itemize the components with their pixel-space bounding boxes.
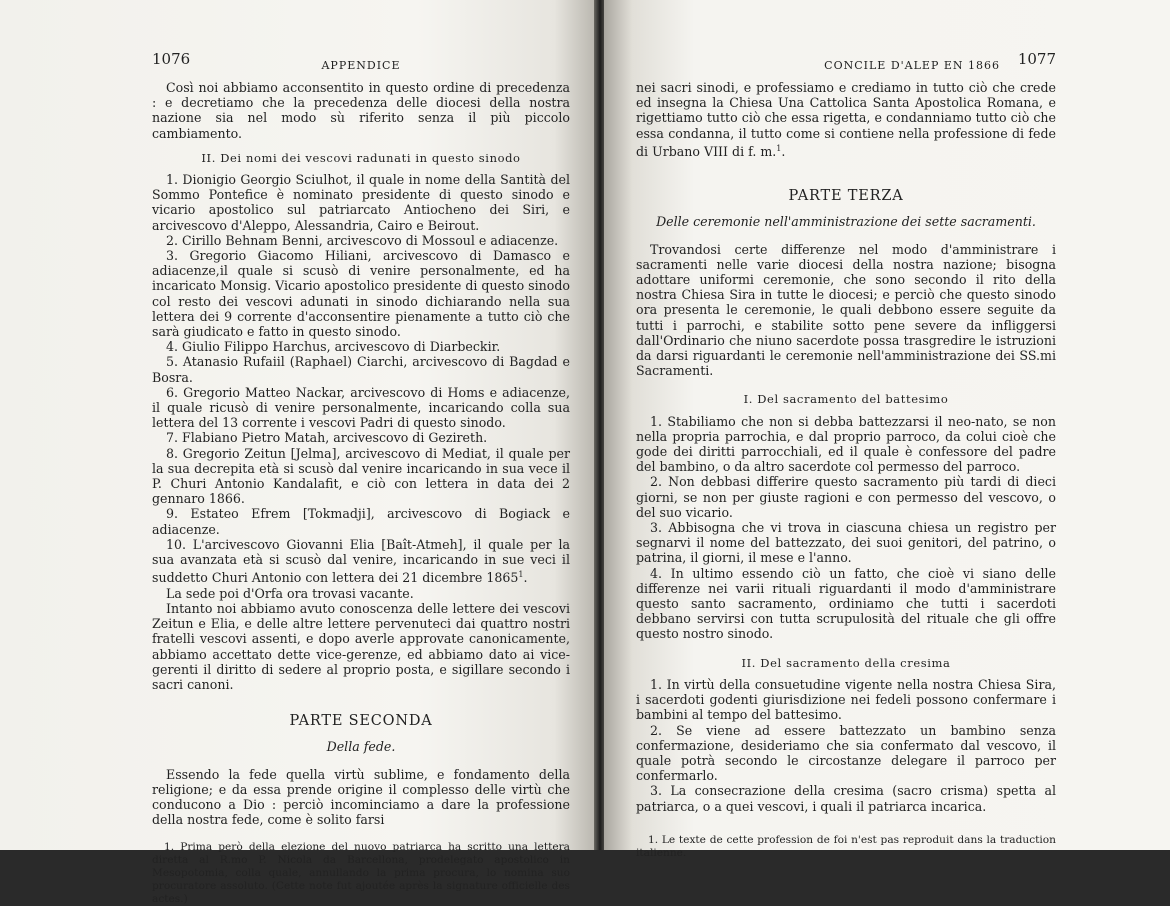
item-end: . [523,570,528,586]
left-page-number: 1076 [152,50,191,68]
section-title: II. Dei nomi dei vescovi radunati in questo sinodo [201,150,521,165]
left-page-content [152,50,570,906]
footnote-ref: 1 [776,143,782,153]
part-subtitle: Della fede. [326,739,396,755]
footnote-ref: 1 [518,570,524,580]
intro-paragraph: Così noi abbiamo acconsentito in questo ordine di precedenza : e decretiamo che la precedenza delle diocesi della nostra nazione sia nel modo sù riferito senza il più piccolo cambiamento. [152,80,570,141]
section-title: II. Del sacramento della cresima [741,655,951,670]
part-title: PARTE SECONDA [289,713,433,730]
bishop-item-10 [152,537,570,586]
bishop-item-text: 10. L'arcivescovo Giovanni Elia [Baît-Atmeh], il quale per la sua avanzata età si scusò dal venire, incaricando in sue veci il suddetto Churi Antonio con lettera dei 21 dicembre 1865 [152,536,570,586]
section-title: I. Del sacramento del battesimo [743,392,949,407]
right-running-head [636,50,1056,80]
vacant-see-note: La sede poi d'Orfa ora trovasi vacante. [166,585,414,601]
continuation-paragraph [636,80,1056,159]
bishop-item: 9. Estateo Efrem [Tokmadji], arcivescovo di Bogiack e adiacenze. [152,506,570,537]
bishop-item: 3. Gregorio Giacomo Hiliani, arcivescovo di Damasco e adiacenze,il quale si scusò di venire personalmente, ed ha incaricato Monsig. Vicario apostolico presidente di questo sinodo col resto dei vescovi adunati in sinodo dichiarando nella sua lettera dei 9 corrente d'acconsentire pienamente a tutto ciò che sarà giudicato e fatto in questo sinodo. [152,248,570,340]
left-footnote [152,841,570,906]
footnote-text: 1. Prima però della elezione del nuovo patriarca ha scritto una lettera diretta al R.mo P. Nicola da Barcellona, prodelegato apostolico in Mesopotomia, colla quale, annullando la prima procura, lo nomina suo procuratore assoluto. (Cette note fut ajoutée après la signature officielle des actes.) [152,841,570,906]
confirmation-item: 1. In virtù della consuetudine vigente nella nostra Chiesa Sira, i sacerdoti godenti giurisdizione nei fedeli possono confermare i bambini al tempo del battesimo. [636,676,1056,723]
ceremonies-paragraph: Trovandosi certe differenze nel modo d'amministrare i sacramenti nelle varie diocesi della nostra nazione; bisogna adottare uniformi ceremonie, che sono secondo il rito della nostra Chiesa Sira in tutte le diocesi; e perciò che questo sinodo ora presenta le ceremonie, le quali debbono essere seguite da tutti i parrochi, e stabilite sotto pene severe da infliggersi dall'Ordinario che niuno sacerdote possa trasgredire le istruzioni da darsi riguardanti le ceremonie nell'amministrazione dei SS.mi Sacramenti. [636,241,1056,379]
baptism-item: 2. Non debbasi differire questo sacramento più tardi di dieci giorni, se non per giuste ragioni e con permesso del vescovo, o del suo vicario. [636,474,1056,520]
bishop-item: 1. Dionigio Georgio Sciulhot, il quale in nome della Santità del Sommo Pontefice è nominato presidente di questo sinodo e vicario apostolico sul patriarcato Antiocheno dei Siri, e arcivescovo d'Aleppo, Alessandria, Cairo e Beirout. [152,172,570,233]
continuation-text: nei sacri sinodi, e professiamo e crediamo in tutto ciò che crede ed insegna la Chiesa Una Cattolica Santa Apostolica Romana, e rigettiamo tutto ciò che essa rigetta, e condanniamo tutto ciò che essa condanna, il tutto come si contiene nella professione di fede di Urbano VIII di f. m. [636,80,1056,159]
bishop-item: 8. Gregorio Zeitun [Jelma], arcivescovo di Mediat, il quale per la sua decrepita età si scusò dal venire incaricando in sua vece il P. Churi Antonio Kandalafit, e ciò con lettera in data dei 2 gennaro 1866. [152,445,570,507]
bishop-item: 4. Giulio Filippo Harchus, arcivescovo di Diarbeckir. [166,339,501,355]
footnote-text: 1. Le texte de cette profession de foi n'est pas reproduit dans la traduction italienne. [636,833,1056,859]
bishop-item: 7. Flabiano Pietro Matah, arcivescovo di Gezireth. [166,430,488,446]
faith-paragraph: Essendo la fede quella virtù sublime, e fondamento della religione; e da essa prende origine il complesso delle virtù che conducono a Dio : perciò incominciamo a dare la professione della nostra fede, come è solito farsi [152,766,570,828]
right-running-title: CONCILE D'ALEP EN 1866 [824,59,1000,72]
right-page-number: 1077 [1017,50,1056,68]
part-title: PARTE TERZA [788,188,904,205]
confirmation-item: 2. Se viene ad essere battezzato un bambino senza confermazione, desideriamo che sia confermato dal vescovo, il quale potrà secondo le circostanze delegare il parroco per confermarlo. [636,722,1056,784]
bishop-item: 2. Cirillo Behnam Benni, arcivescovo di Mossoul e adiacenze. [166,232,559,248]
continuation-end: . [781,144,786,159]
right-page-content [636,50,1056,860]
part-subtitle: Delle ceremonie nell'amministrazione dei sette sacramenti. [656,214,1036,230]
right-page [604,0,1170,859]
baptism-item: 3. Abbisogna che vi trova in ciascuna chiesa un registro per segnarvi il nome del battezzato, dei suoi genitori, del patrino, o patrina, il giorni, il mese e l'anno. [636,520,1056,566]
left-running-head [152,50,570,80]
bishop-item: 6. Gregorio Matteo Nackar, arcivescovo di Homs e adiacenze, il quale ricusò di venire personalmente, incaricando colla sua lettera del 13 corrente i vescovi Padri di questo sinodo. [152,384,570,431]
baptism-item: 1. Stabiliamo che non si debba battezzarsi il neo-nato, se non nella propria parrochia, e dal proprio parroco, da colui cioè che gode dei diritti parrocchiali, ed il quale è confessore del padre del bambino, o da altro sacerdote col permesso del parroco. [636,413,1056,475]
bishop-item: 5. Atanasio Rufaiil (Raphael) Ciarchi, arcivescovo di Bagdad e Bosra. [152,354,570,385]
intanto-paragraph: Intanto noi abbiamo avuto conoscenza delle lettere dei vescovi Zeitun e Elia, e delle altre lettere pervenuteci dai quattro nostri fratelli vescovi assenti, e dopo averle approvate canonicamente, abbiamo accettato dette vice-gerenze, ed abbiamo dato ai vice-gerenti il diritto di sedere al proprio posta, e sigillare secondo i sacri canoni. [152,600,570,692]
confirmation-item: 3. La consecrazione della cresima (sacro crisma) spetta al patriarca, o a quei vescovi, i quali il patriarca incarica. [636,783,1056,814]
right-footnote [636,834,1056,860]
baptism-item: 4. In ultimo essendo ciò un fatto, che cioè vi siano delle differenze nei varii rituali riguardanti il modo d'amministrare questo santo sacramento, ordiniamo che tutti i sacerdoti debbano servirsi con tutta scrupulosità del rituale che gli offre questo nostro sinodo. [636,565,1056,642]
left-running-title: APPENDICE [321,59,401,72]
